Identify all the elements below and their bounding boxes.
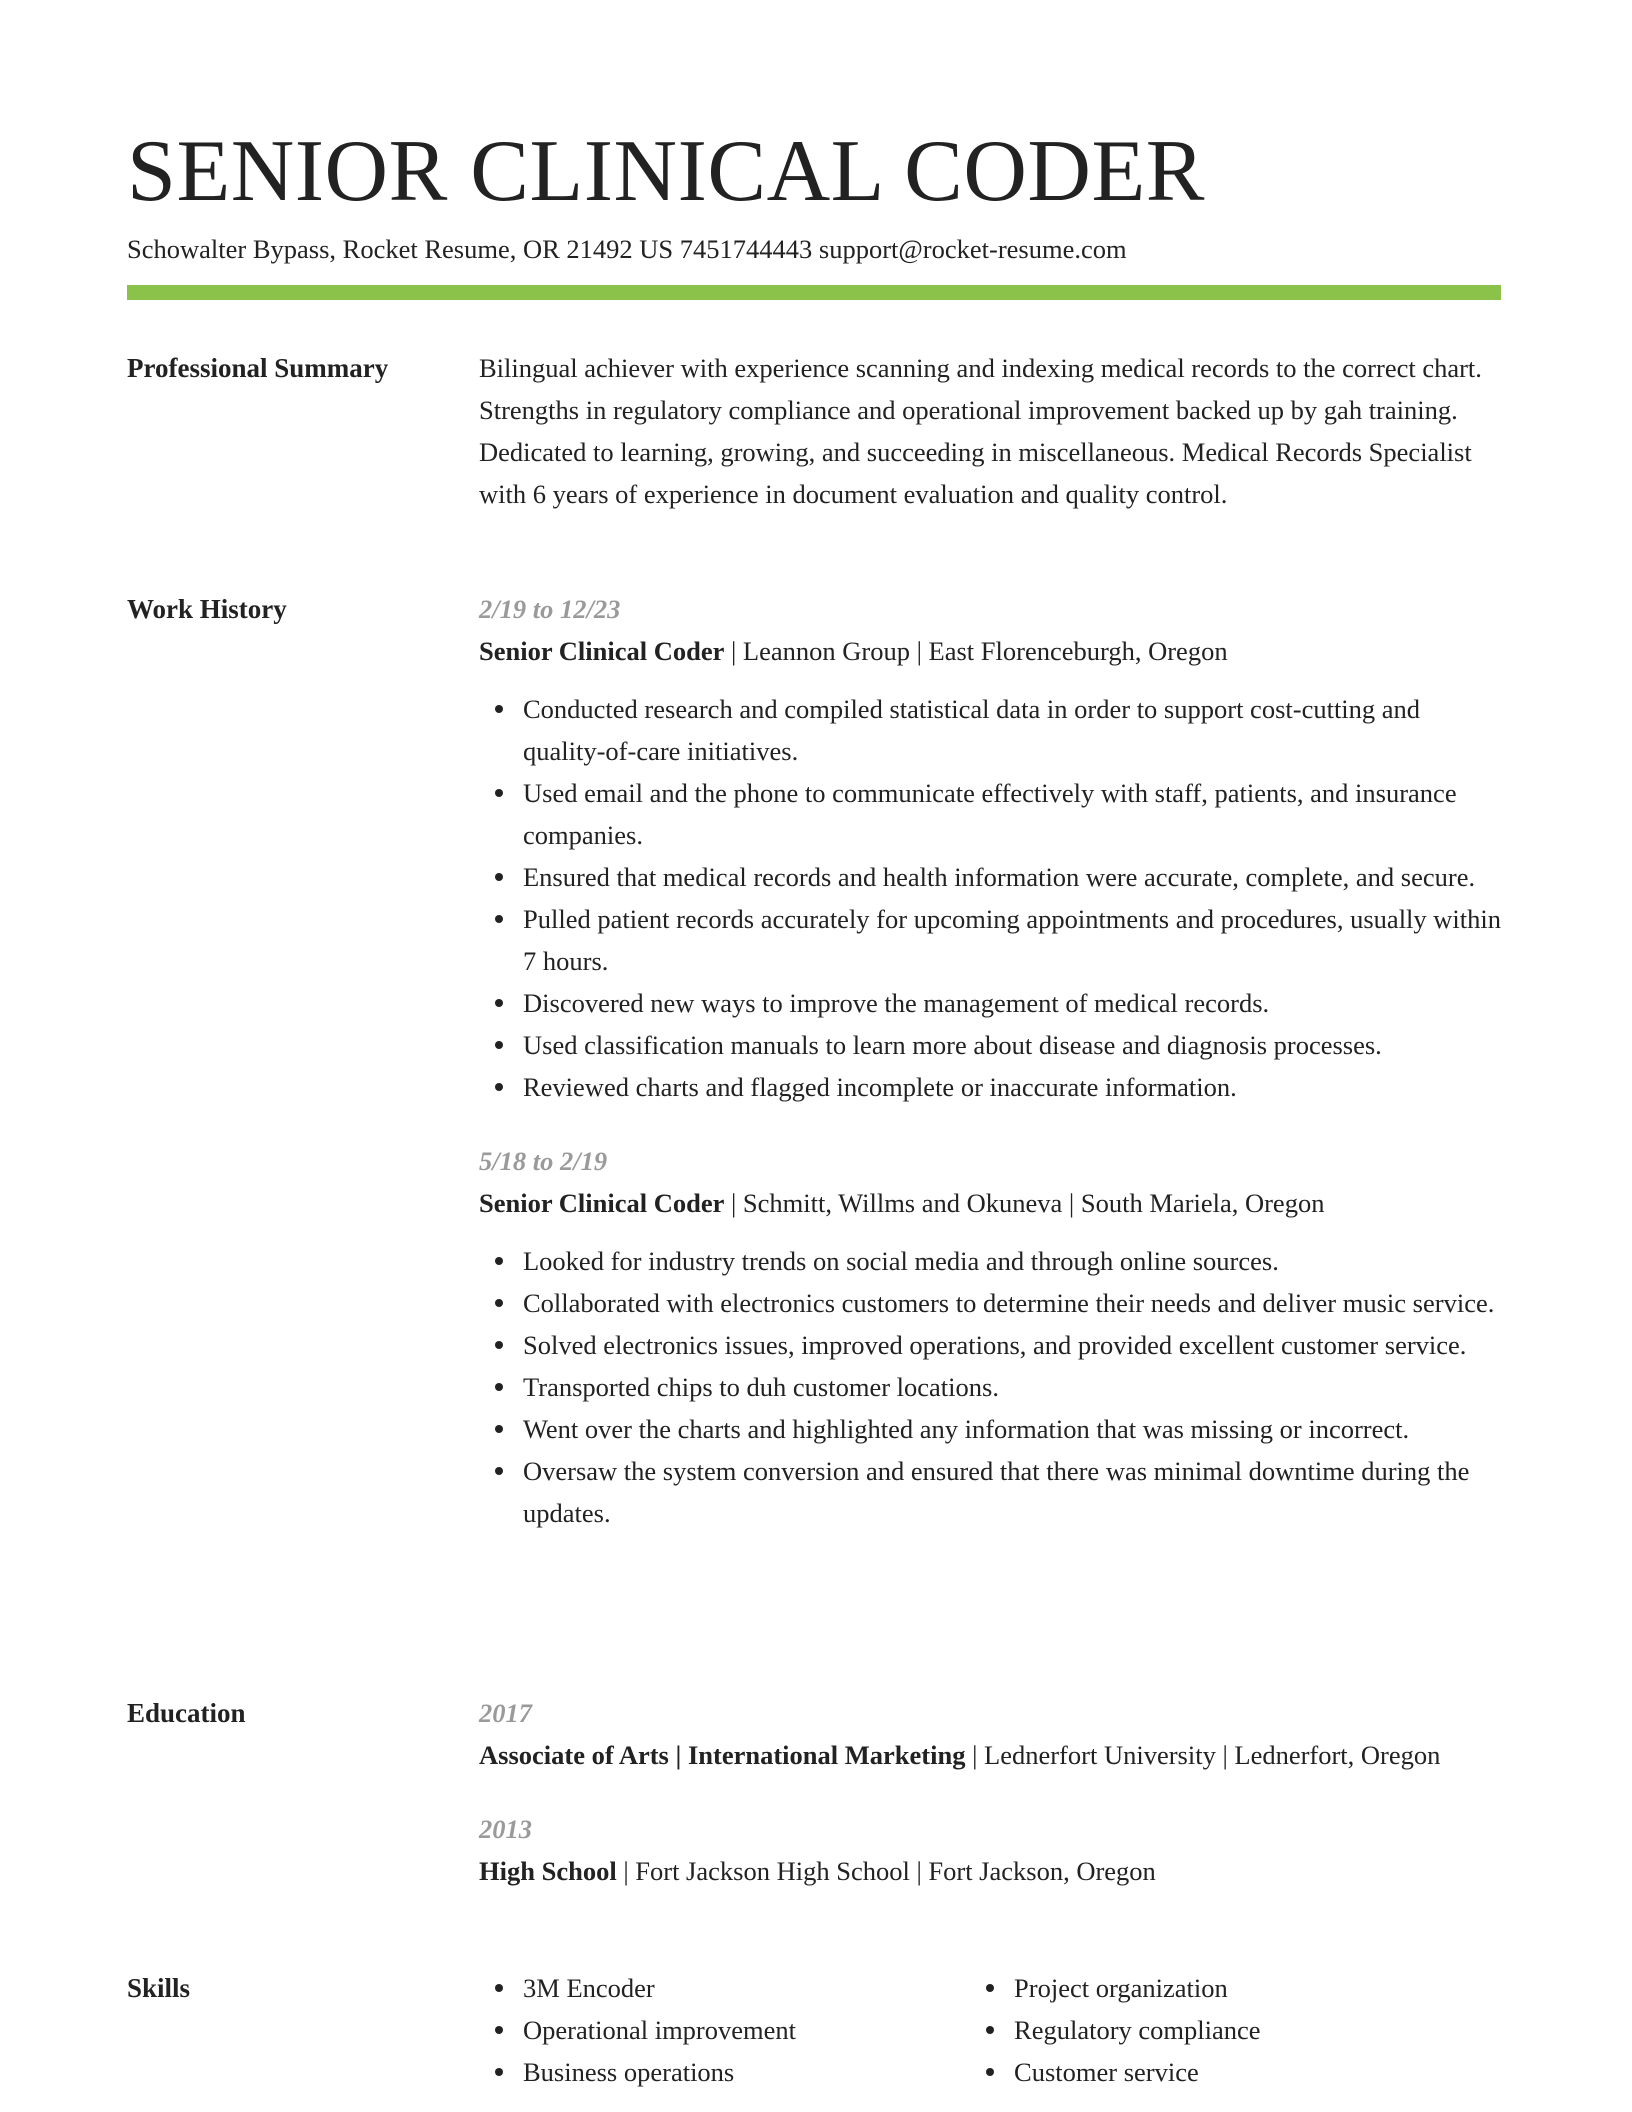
education-degree: High School: [479, 1856, 617, 1886]
skill-item: Regulatory compliance: [1014, 2009, 1501, 2051]
job-company-location: | Schmitt, Willms and Okuneva | South Mariela, Oregon: [724, 1188, 1325, 1218]
education-year: 2013: [479, 1814, 532, 1844]
education-school-location: | Lednerfort University | Lednerfort, Oregon: [965, 1740, 1441, 1770]
skill-item: 3M Encoder: [523, 1967, 970, 2009]
job-entry: [479, 588, 1501, 1108]
education-title-line: [479, 1850, 1501, 1892]
job-bullet-list: [479, 688, 1501, 1108]
education-entry: [479, 1808, 1501, 1892]
job-bullet: Ensured that medical records and health information were accurate, complete, and secure.: [523, 856, 1501, 898]
job-bullet: Used classification manuals to learn more about disease and diagnosis processes.: [523, 1024, 1501, 1066]
job-entry: [479, 1140, 1501, 1534]
skills-grid: [479, 1967, 1501, 2093]
job-bullet: Went over the charts and highlighted any information that was missing or incorrect.: [523, 1408, 1501, 1450]
education-year: 2017: [479, 1698, 532, 1728]
job-title: Senior Clinical Coder: [479, 1188, 725, 1218]
job-bullet-list: [479, 1240, 1501, 1534]
summary-label: Professional Summary: [127, 353, 389, 383]
job-bullet: Conducted research and compiled statistical data in order to support cost-cutting and quality-of-care initiatives.: [523, 688, 1501, 772]
work-history-body: [479, 588, 1501, 1534]
job-bullet: Transported chips to duh customer locations.: [523, 1366, 1501, 1408]
header-accent-divider: [127, 285, 1501, 300]
job-bullet: Discovered new ways to improve the management of medical records.: [523, 982, 1501, 1024]
education-entry: [479, 1692, 1501, 1776]
education-body: [479, 1692, 1501, 1892]
skill-item: Operational improvement: [523, 2009, 970, 2051]
skills-list-left: [479, 1967, 970, 2093]
skills-label: Skills: [127, 1973, 191, 2003]
job-bullet: Solved electronics issues, improved operations, and provided excellent customer service.: [523, 1324, 1501, 1366]
skill-item: Project organization: [1014, 1967, 1501, 2009]
job-bullet: Looked for industry trends on social media and through online sources.: [523, 1240, 1501, 1282]
education-title-line: [479, 1734, 1501, 1776]
resume-name: SENIOR CLINICAL CODER: [127, 123, 1205, 220]
job-bullet: Pulled patient records accurately for upcoming appointments and procedures, usually within 7 hours.: [523, 898, 1501, 982]
job-dates: 5/18 to 2/19: [479, 1146, 608, 1176]
summary-text: Bilingual achiever with experience scanning and indexing medical records to the correct chart. Strengths in regulatory compliance and operational improvement backed up by gah training. Dedicated to learning, growing, and succeeding in miscellaneous. Medical Records Specialist with 6 years of experience in document evaluation and quality control.: [479, 353, 1482, 509]
job-dates: 2/19 to 12/23: [479, 594, 621, 624]
job-bullet: Collaborated with electronics customers to determine their needs and deliver music service.: [523, 1282, 1501, 1324]
education-school-location: | Fort Jackson High School | Fort Jackson, Oregon: [616, 1856, 1156, 1886]
job-title: Senior Clinical Coder: [479, 636, 725, 666]
education-label: Education: [127, 1698, 246, 1728]
job-bullet: Used email and the phone to communicate effectively with staff, patients, and insurance companies.: [523, 772, 1501, 856]
job-company-location: | Leannon Group | East Florenceburgh, Oregon: [724, 636, 1228, 666]
skill-item: Customer service: [1014, 2051, 1501, 2093]
job-bullet: Reviewed charts and flagged incomplete or inaccurate information.: [523, 1066, 1501, 1108]
work-history-label: Work History: [127, 594, 287, 624]
education-degree: Associate of Arts | International Marketing: [479, 1740, 966, 1770]
skill-item: Business operations: [523, 2051, 970, 2093]
skills-body: [479, 1967, 1501, 2093]
job-bullet: Oversaw the system conversion and ensured that there was minimal downtime during the updates.: [523, 1450, 1501, 1534]
job-title-line: [479, 1182, 1501, 1224]
job-title-line: [479, 630, 1501, 672]
skills-list-right: [970, 1967, 1501, 2093]
contact-line: Schowalter Bypass, Rocket Resume, OR 21492 US 7451744443 support@rocket-resume.com: [127, 234, 1127, 264]
